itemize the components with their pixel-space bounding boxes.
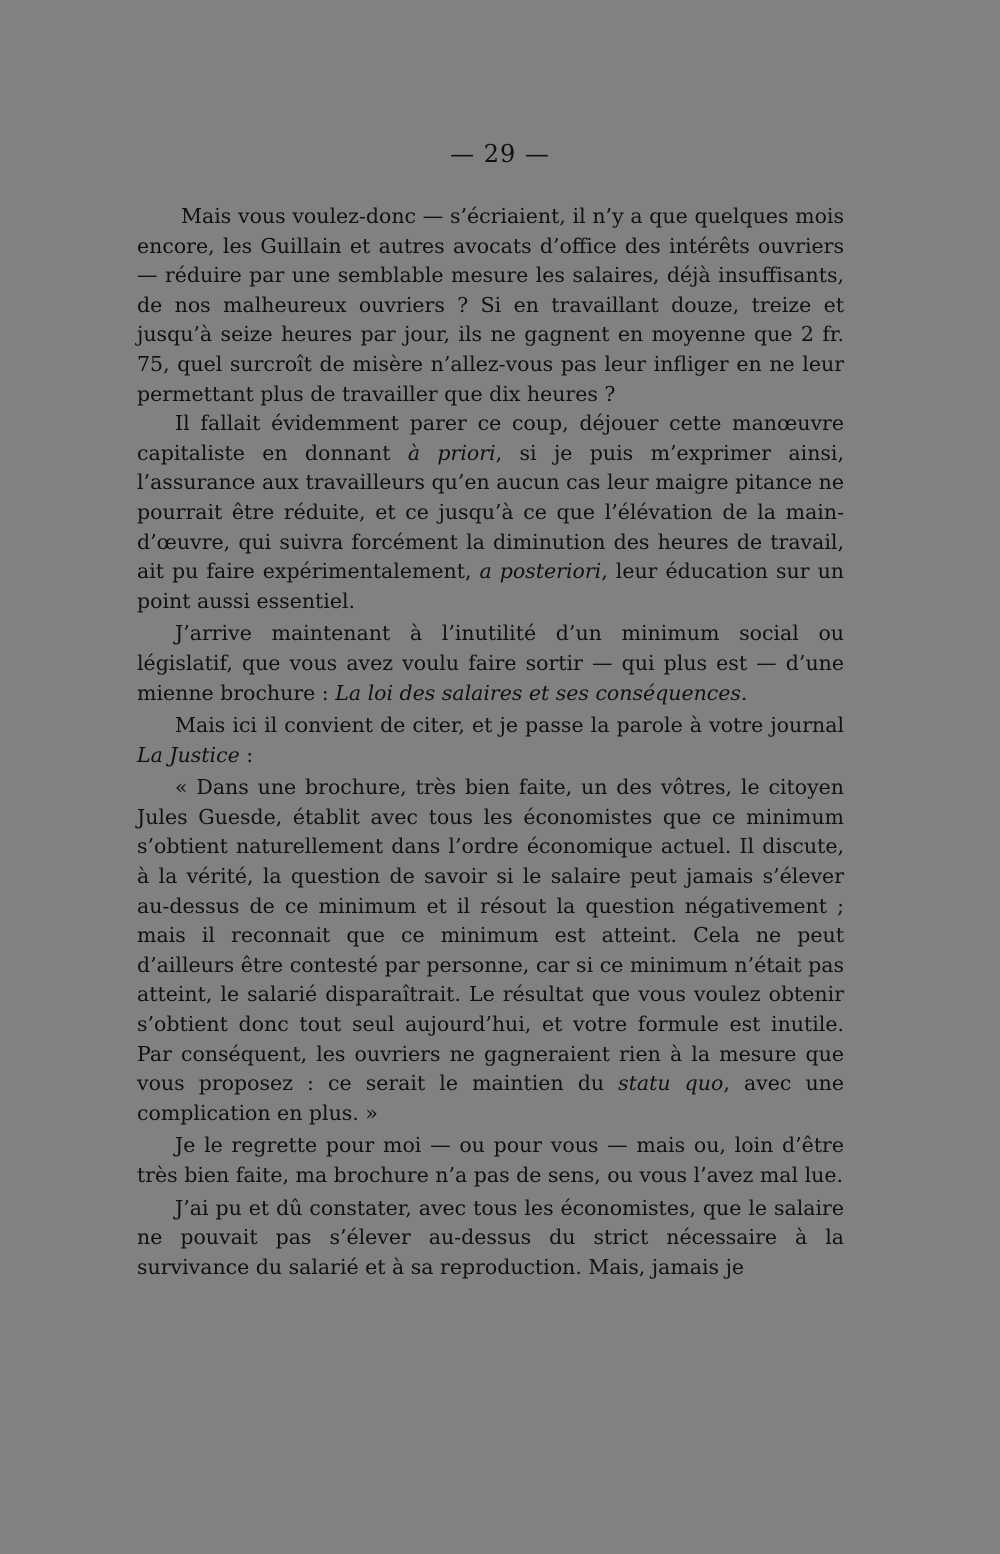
text-segment: J’ai pu et dû constater, avec tous les économistes, que le salaire ne pouvait pas s’élever au-dessus du strict nécessaire à la survivance du salarié et à sa reproduction. Mais, jamais je xyxy=(137,1195,844,1279)
text-segment: : xyxy=(239,742,254,767)
italic-text-segment: La loi des salaires et ses conséquences. xyxy=(335,680,748,705)
text-segment: J’arrive maintenant à l’inutilité d’un minimum social ou législatif, que vous avez voulu faire sortir — qui plus est — d’une mienne brochure : xyxy=(137,621,844,705)
body-text xyxy=(137,202,844,1282)
text-segment: Mais vous voulez-donc — s’écriaient, il n’y a que quelques mois encore, les Guillain et autres avocats d’office des intérêts ouvriers — réduire par une semblable mesure les salaires, déjà insuffisants, de nos malheureux ouvriers ? Si en travaillant douze, treize et jusqu’à seize heures par jour, ils ne gagnent en moyenne que 2 fr. 75, quel surcroît de misère n’allez-vous pas leur infliger en ne leur permettant plus de travailler que dix heures ? xyxy=(137,204,844,406)
paragraph-3 xyxy=(137,619,844,708)
text-segment: « Dans une brochure, très bien faite, un des vôtres, le citoyen Jules Guesde, établit avec tous les économistes que ce minimum s’obtient naturellement dans l’ordre économique actuel. Il discute, à la vérité, la question de savoir si le salaire peut jamais s’élever au-dessus de ce minimum et il résout la question négativement ; mais il reconnait que ce minimum est atteint. Cela ne peut d’ailleurs être contesté par personne, car si ce minimum n’était pas atteint, le salarié disparaîtrait. Le résultat que vous voulez obtenir s’obtient donc tout seul aujourd’hui, et votre formule est inutile. Par conséquent, les ouvriers ne gagneraient rien à la mesure que vous proposez : ce serait le maintien du xyxy=(137,775,844,1096)
italic-text-segment: statu quo xyxy=(618,1071,724,1096)
italic-text-segment: a posteriori xyxy=(479,559,602,584)
paragraph-2 xyxy=(137,409,844,616)
page-number: — 29 — xyxy=(450,140,550,168)
paragraph-1 xyxy=(137,202,844,409)
text-segment: Mais ici il convient de citer, et je passe la parole à votre journal xyxy=(175,713,844,738)
text-segment: Il fallait évidemment parer ce coup, déjouer cette manœuvre capitaliste en donnant xyxy=(137,411,844,465)
paragraph-6 xyxy=(137,1131,844,1190)
text-segment: Je le regrette pour moi — ou pour vous — mais ou, loin d’être très bien faite, ma brochure n’a pas de sens, ou vous l’avez mal lue. xyxy=(137,1133,844,1187)
text-segment: , si je puis m’exprimer ainsi, l’assurance aux travailleurs qu’en aucun cas leur maigre pitance ne pourrait être réduite, et ce jusqu’à ce que l’élévation de la main-d’œuvre, qui suivra forcément la diminution des heures de travail, ait pu faire expérimentalement, xyxy=(137,440,845,584)
paragraph-5-quotation xyxy=(137,773,844,1128)
paragraph-7 xyxy=(137,1194,844,1283)
italic-text-segment: La Justice xyxy=(137,742,240,767)
text-segment: , leur éducation sur un point aussi essentiel. xyxy=(137,559,844,613)
text-segment: , avec une complication en plus. » xyxy=(137,1071,844,1125)
paragraph-4 xyxy=(137,711,844,770)
italic-text-segment: à priori xyxy=(407,440,496,465)
